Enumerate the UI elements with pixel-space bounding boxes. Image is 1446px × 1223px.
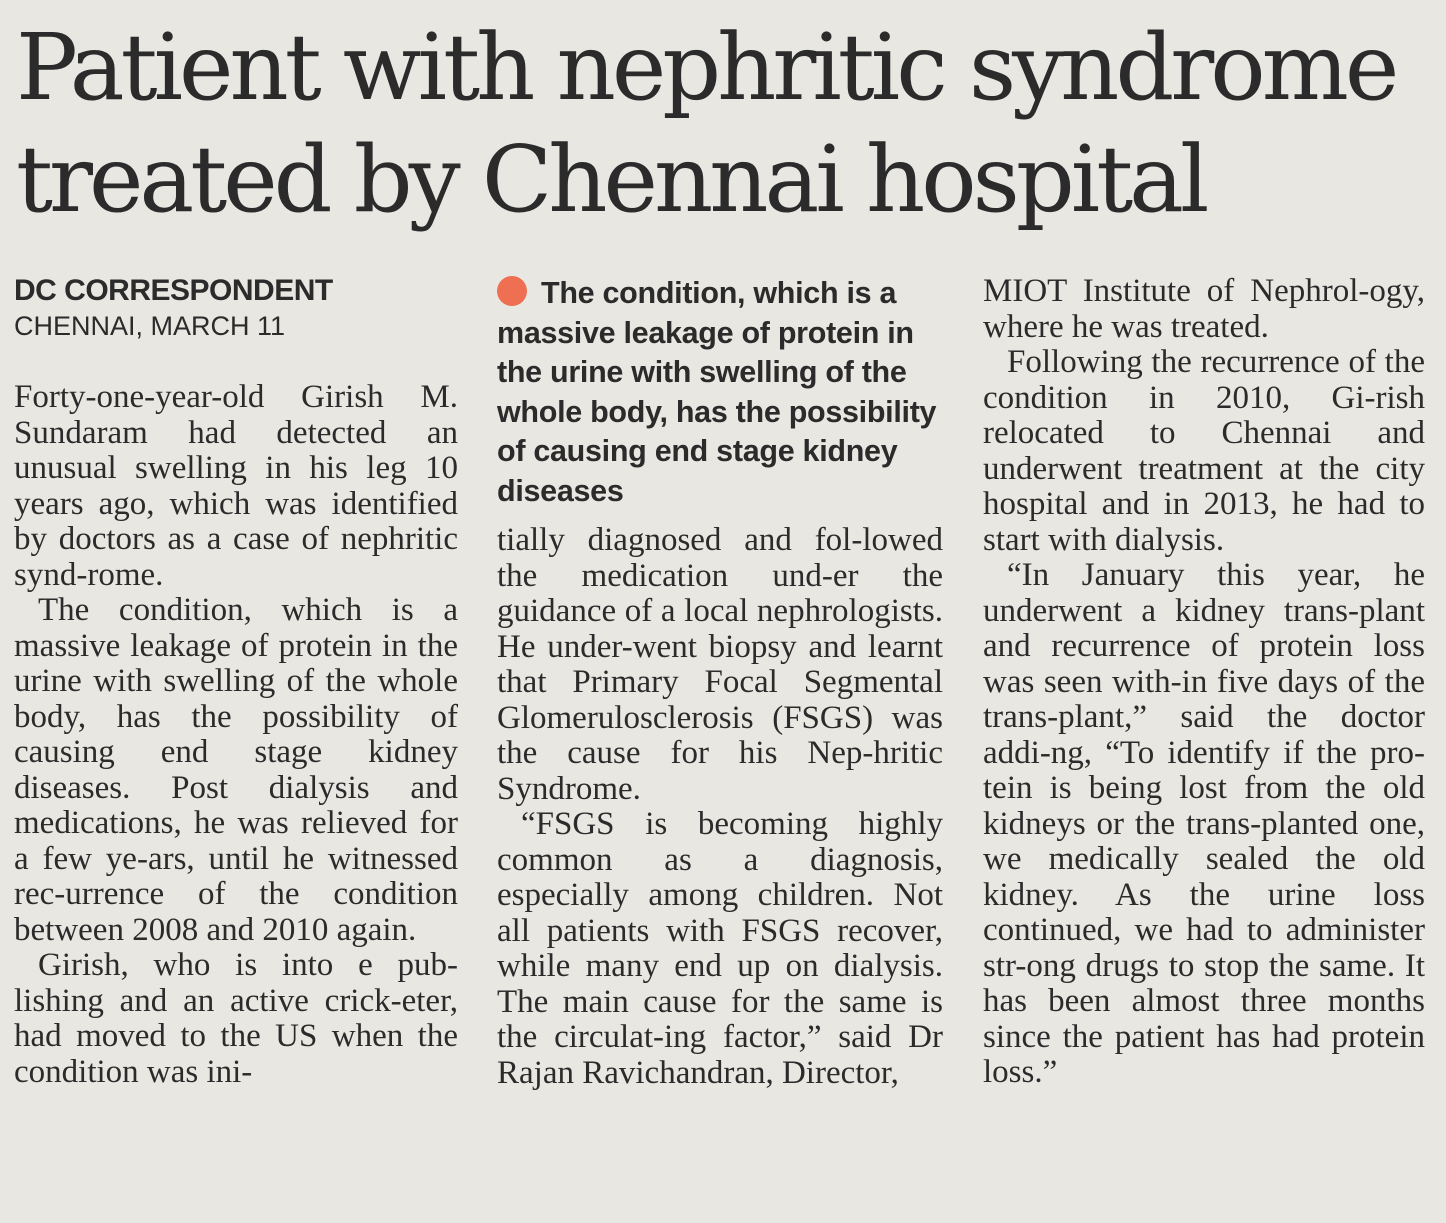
dateline: CHENNAI, MARCH 11	[14, 311, 286, 341]
body-paragraph: Following the recurrence of the condition in 2010, Gi-rish relocated to Chennai and underwent treatment at the city hospital and in 2013, he had to start with dialysis.	[983, 344, 1425, 558]
column-3	[983, 274, 1425, 1091]
body-paragraph: The condition, which is a massive leakage of protein in the urine with swelling of the whole body, has the possibility of causing end stage kidney diseases. Post dialysis and medications, he was relieved for a few ye-ars, until he witnessed rec-urrence of the condition between 2008 and 2010 again.	[14, 592, 458, 948]
body-paragraph: “FSGS is becoming highly common as a diagnosis, especially among children. Not all patients with FSGS recover, while many end up on dialysis. The main cause for the same is the circulat-ing factor,” said Dr Rajan Ravichandran, Director,	[497, 806, 943, 1091]
body-paragraph: tially diagnosed and fol-lowed the medication und-er the guidance of a local nephrologists. He under-went biopsy and learnt that Primary Focal Segmental Glomerulosclerosis (FSGS) was the cause for his Nep-hritic Syndrome.	[497, 522, 943, 807]
column-1	[14, 274, 458, 1090]
headline-line-1: Patient with nephritic syndrome	[16, 14, 1396, 121]
headline-line-2: treated by Chennai hospital	[16, 126, 1206, 233]
bullet-dot-icon	[497, 276, 527, 306]
body-paragraph: MIOT Institute of Nephrol-ogy, where he was treated.	[983, 273, 1425, 345]
column-2	[497, 274, 943, 1091]
pull-quote-text: The condition, which is a massive leakage of protein in the urine with swelling of the whole body, has the possibility of causing end stage kidney diseases	[497, 276, 937, 508]
headline	[16, 12, 1436, 236]
body-paragraph: “In January this year, he underwent a kidney trans-plant and recurrence of protein loss was seen with-in five days of the trans-plant,” said the doctor addi-ng, “To identify if the pro-tein is being lost from the old kidneys or the trans-planted one, we medically sealed the old kidney. As the urine loss continued, we had to administer str-ong drugs to stop the same. It has been almost three months since the patient has had protein loss.”	[983, 557, 1425, 1090]
pull-quote	[497, 274, 943, 511]
byline: DC CORRESPONDENT	[14, 274, 333, 307]
body-paragraph: Girish, who is into e pub-lishing and an active crick-eter, had moved to the US when the condition was ini-	[14, 947, 458, 1090]
body-paragraph: Forty-one-year-old Girish M. Sundaram had detected an unusual swelling in his leg 10 years ago, which was identified by doctors as a case of nephritic synd-rome.	[14, 379, 458, 593]
